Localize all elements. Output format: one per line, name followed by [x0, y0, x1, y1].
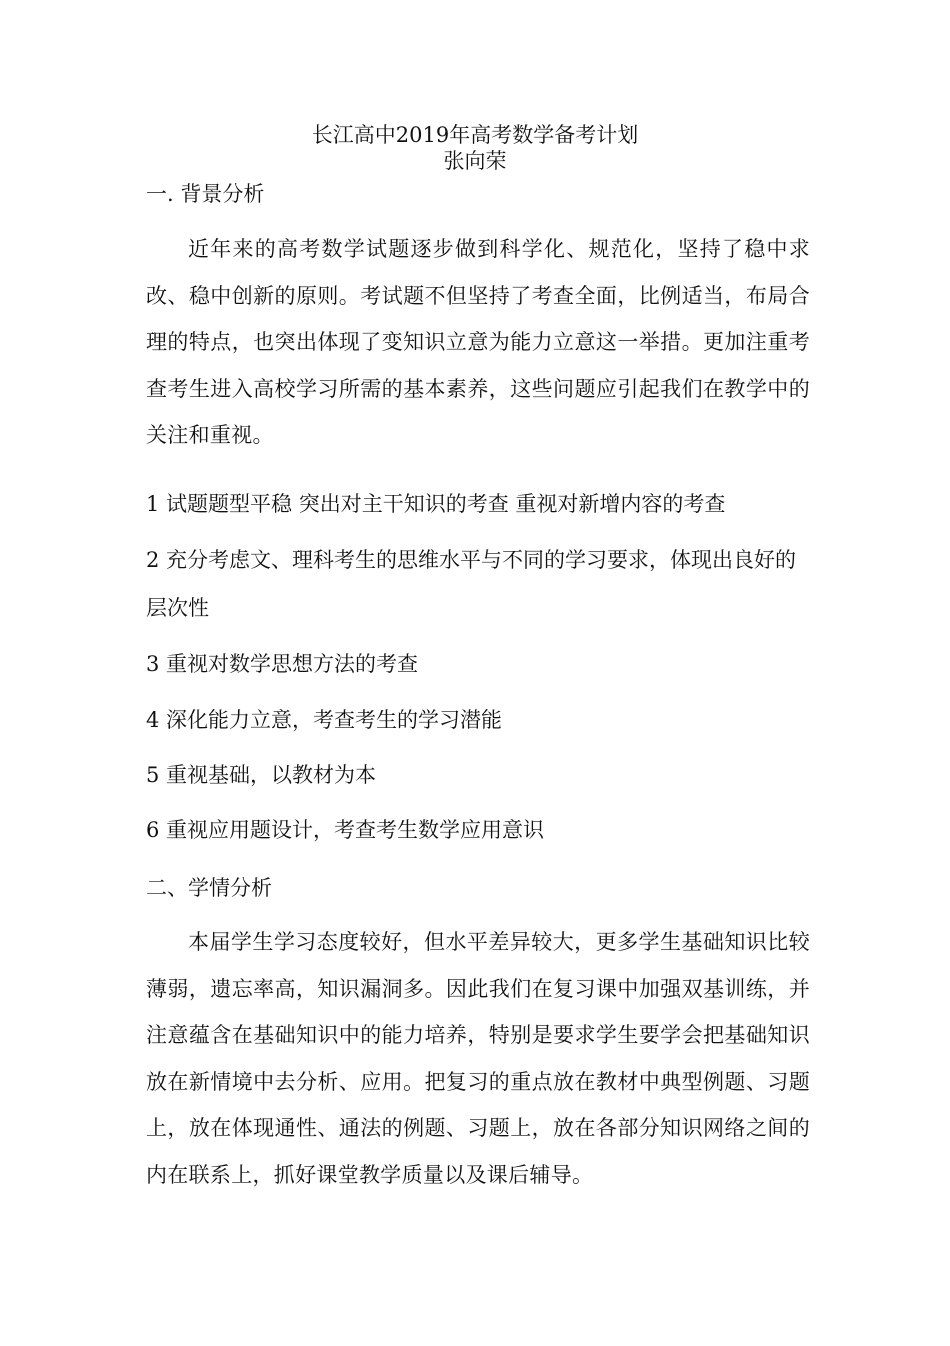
- list-item: 3 重视对数学思想方法的考查: [146, 652, 419, 676]
- list-item: 2 充分考虑文、理科考生的思维水平与不同的学习要求，体现出良好的层次性: [146, 548, 797, 620]
- section-heading-background: 一. 背景分析: [146, 182, 265, 206]
- student-analysis-paragraph: 本届学生学习态度较好，但水平差异较大，更多学生基础知识比较薄弱，遗忘率高，知识漏洞多。因此我们在复习课中加强双基训练，并注意蕴含在基础知识中的能力培养，特别是要求学生要学会把基础知识放在新情境中去分析、应用。把复习的重点放在教材中典型例题、习题上，放在体现通性、通法的例题、习题上，放在各部分知识网络之间的内在联系上，抓好课堂教学质量以及课后辅导。: [146, 930, 810, 1187]
- list-item: 1 试题题型平稳 突出对主干知识的考查 重视对新增内容的考查: [146, 492, 726, 516]
- background-paragraph: 近年来的高考数学试题逐步做到科学化、规范化，坚持了稳中求改、稳中创新的原则。考试题不但坚持了考查全面，比例适当，布局合理的特点，也突出体现了变知识立意为能力立意这一举措。更加注重考查考生进入高校学习所需的基本素养，这些问题应引起我们在教学中的关注和重视。: [146, 237, 810, 447]
- list-item: 6 重视应用题设计，考查考生数学应用意识: [146, 818, 545, 842]
- document-title: 长江高中2019年高考数学备考计划: [311, 123, 639, 147]
- list-item: 5 重视基础，以教材为本: [146, 763, 377, 787]
- section-heading-student-analysis: 二、学情分析: [146, 876, 272, 900]
- document-author: 张向荣: [443, 149, 507, 173]
- list-item: 4 深化能力立意，考查考生的学习潜能: [146, 708, 503, 732]
